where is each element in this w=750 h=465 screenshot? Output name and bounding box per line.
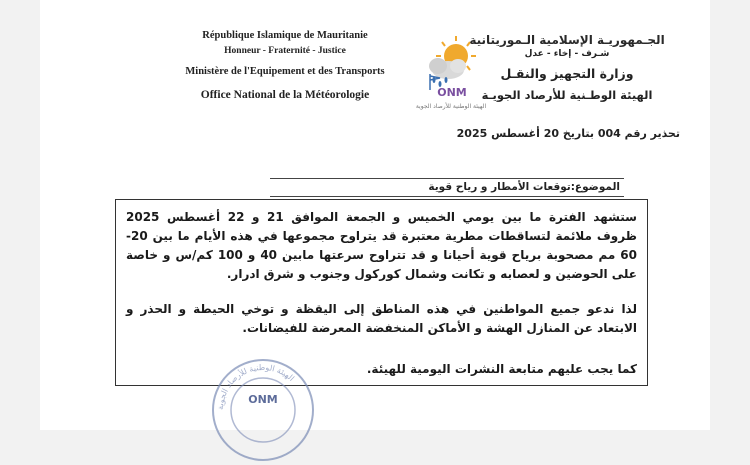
follow-up-paragraph: كما يجب عليهم متابعة النشرات اليومية للهيئة. bbox=[366, 362, 637, 376]
stamp-ring-text: الهيئة الوطنية للأرصاد الجوية bbox=[215, 362, 296, 411]
country-name-fr: République Islamique de Mauritanie bbox=[202, 30, 368, 41]
forecast-paragraph: ستشهد الفترة ما بين يومي الخميس و الجمعة الموافق 21 و 22 أغسطس 2025 ظروف ملائمة لتساقطات مطرية معتبرة قد يتراوح مجموعها في هذه الأيام ما بين 20-60 مم مصحوبة برياح قوية أحيانا و قد تتراوح سرعتها مابين 40 و 100 كم/س و خاصة على الحوضين و لعصابه و تكانت وشمال كوركول وجنوب و شرق ادرار. bbox=[126, 210, 637, 281]
official-stamp bbox=[208, 355, 318, 465]
document-page bbox=[40, 0, 710, 430]
warning-reference: تحذير رقم 004 بتاريخ 20 أغسطس 2025 bbox=[456, 127, 680, 140]
office-name-ar: الهيئة الوطـنية للأرصاد الجويـة bbox=[481, 88, 653, 102]
message-box bbox=[115, 199, 648, 386]
subject-line: الموضوع:توقعات الأمطار و رياح قوية bbox=[270, 178, 624, 197]
ministry-fr: Ministère de l'Equipement et des Transports bbox=[185, 66, 385, 77]
office-name-fr: Office National de la Météorologie bbox=[200, 89, 370, 101]
country-name-ar: الجـمهوريـة الإسلامية الـموريتانية bbox=[469, 33, 665, 47]
stamp-center-text: ONM bbox=[248, 393, 278, 406]
logo-text: ONM bbox=[437, 86, 467, 99]
logo-caption: الهيئة الوطنية للأرصاد الجوية bbox=[415, 103, 487, 110]
advice-paragraph: لذا ندعو جميع المواطنين في هذه المناطق إلى اليقظة و توخي الحيطة و الحذر و الابتعاد عن المنازل الهشة و الأماكن المنخفضة المعرضة للفيضانات. bbox=[126, 302, 637, 335]
motto-ar: شـرف - إخاء - عدل bbox=[524, 49, 610, 59]
ministry-ar: وزارة التجهيز والنقـل bbox=[500, 66, 634, 81]
motto-fr: Honneur - Fraternité - Justice bbox=[224, 46, 346, 56]
